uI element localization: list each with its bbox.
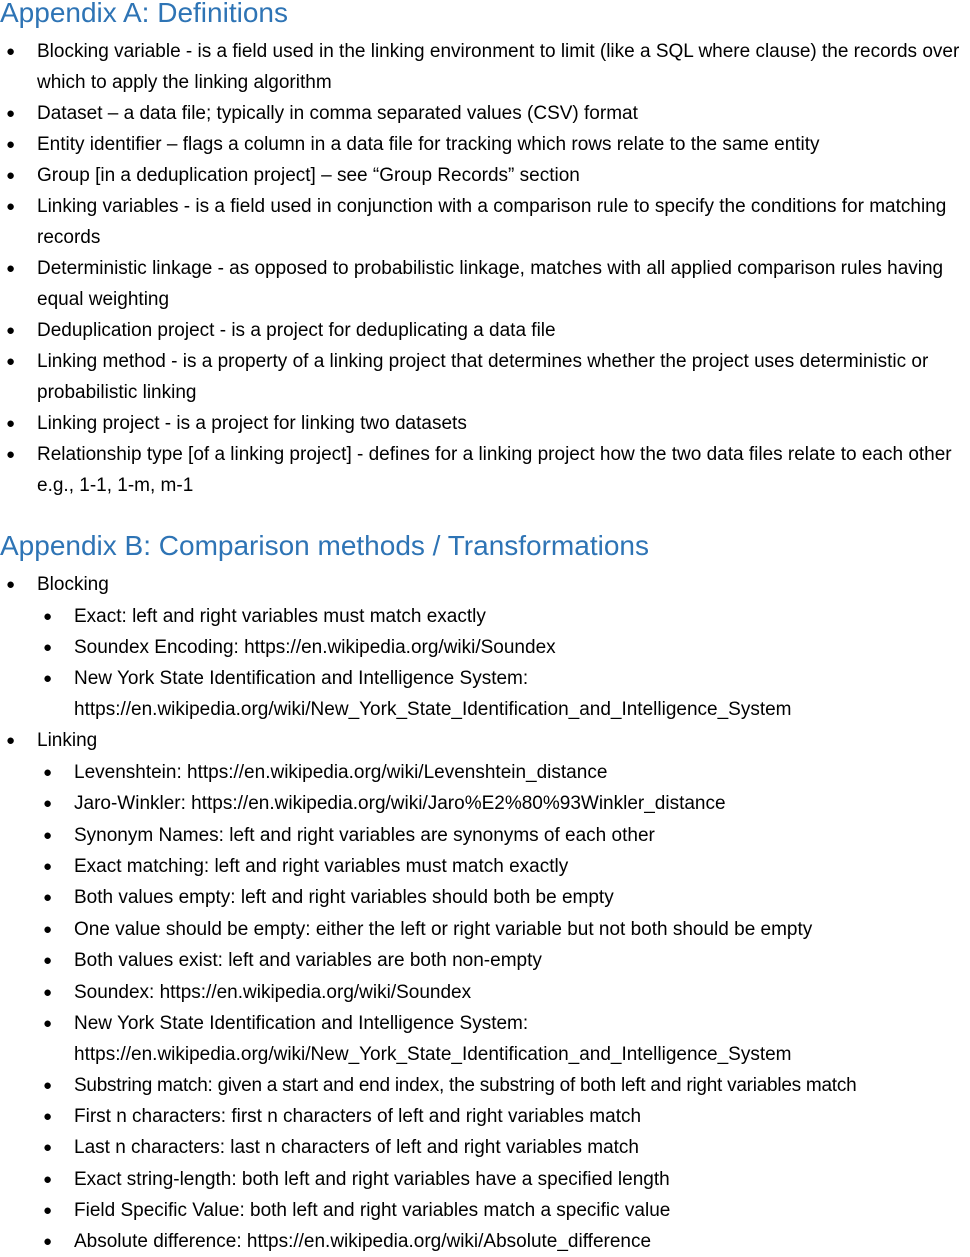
list-item-text: Soundex Encoding: https://en.wikipedia.org/wiki/Soundex: [74, 637, 556, 658]
list-item-text: Synonym Names: left and right variables are synonyms of each other: [74, 825, 655, 846]
bullet-icon: ●: [43, 889, 53, 906]
list-item-text: One value should be empty: either the left or right variable but not both should be empty: [74, 919, 813, 940]
bullet-icon: ●: [6, 167, 16, 184]
list-item: [43, 1008, 970, 1070]
bullet-icon: ●: [6, 732, 16, 749]
list-item-text: Field Specific Value: both left and right variables match a specific value: [74, 1200, 671, 1221]
list-item: [43, 914, 970, 945]
bullet-icon: ●: [43, 1077, 52, 1094]
bullet-icon: ●: [6, 576, 16, 593]
list-item-text: Linking method - is a property of a linking project that determines whether the project uses deterministic or probabilistic linking: [37, 351, 929, 403]
list-item: [43, 945, 970, 976]
bullet-icon: ●: [43, 827, 53, 844]
list-item-text: Jaro-Winkler: https://en.wikipedia.org/wiki/Jaro%E2%80%93Winkler_distance: [74, 793, 726, 814]
list-item-linking: [6, 725, 967, 756]
list-item-text: Deduplication project - is a project for deduplicating a data file: [37, 320, 556, 341]
list-item: [6, 439, 967, 501]
list-item: [6, 98, 967, 129]
list-item-text: Deterministic linkage - as opposed to probabilistic linkage, matches with all applied comparison rules having equal weighting: [37, 258, 944, 310]
bullet-icon: ●: [43, 639, 53, 656]
list-item-text: First n characters: first n characters of left and right variables match: [74, 1106, 642, 1127]
list-item: [6, 253, 967, 315]
list-item: [43, 1101, 970, 1132]
list-item-text: Absolute difference: https://en.wikipedia.org/wiki/Absolute_difference: [74, 1231, 652, 1252]
list-item: [43, 882, 970, 913]
list-item: [6, 160, 967, 191]
bullet-icon: ●: [43, 1233, 53, 1250]
list-item: [43, 788, 970, 819]
list-item-text: Dataset – a data file; typically in comma separated values (CSV) format: [37, 103, 638, 124]
bullet-icon: ●: [43, 921, 53, 938]
list-item-text: Group [in a deduplication project] – see “Group Records” section: [37, 165, 580, 186]
bullet-icon: ●: [43, 1015, 53, 1032]
list-item-text: Exact string-length: both left and right variables have a specified length: [74, 1169, 670, 1190]
list-item: [43, 1070, 970, 1101]
list-item: [6, 191, 967, 253]
bullet-icon: ●: [6, 260, 16, 277]
bullet-icon: ●: [43, 1202, 53, 1219]
list-item: [43, 757, 970, 788]
list-item: [43, 820, 970, 851]
bullet-icon: ●: [6, 136, 16, 153]
list-item-text: Relationship type [of a linking project] - defines for a linking project how the two data files relate to each other e.g., 1-1, 1-m, m-1: [37, 444, 952, 496]
bullet-icon: ●: [43, 764, 53, 781]
list-item: [6, 408, 967, 439]
list-item-text: Linking: [37, 730, 98, 751]
list-item-text: Entity identifier – flags a column in a data file for tracking which rows relate to the same entity: [37, 134, 820, 155]
bullet-icon: ●: [43, 984, 53, 1001]
list-item-text: Substring match: given a start and end index, the substring of both left and right variables match: [74, 1075, 857, 1096]
bullet-icon: ●: [6, 322, 16, 339]
bullet-icon: ●: [43, 608, 53, 625]
list-item-text: Soundex: https://en.wikipedia.org/wiki/Soundex: [74, 982, 472, 1003]
list-item: [6, 346, 967, 408]
appendix-b-title: Appendix B: Comparison methods / Transformations: [0, 530, 649, 561]
bullet-icon: ●: [6, 415, 16, 432]
list-item: [43, 851, 970, 882]
list-item: [43, 1195, 970, 1226]
bullet-icon: ●: [43, 1171, 53, 1188]
list-item-text: New York State Identification and Intelligence System: https://en.wikipedia.org/wiki/New_York_State_Identification_and_Intelligence_System: [74, 668, 792, 720]
list-item-text: Exact: left and right variables must match exactly: [74, 606, 486, 627]
list-item-text: Levenshtein: https://en.wikipedia.org/wiki/Levenshtein_distance: [74, 762, 608, 783]
list-item: [6, 315, 967, 346]
list-item: [6, 129, 967, 160]
bullet-icon: ●: [6, 446, 16, 463]
list-item-text: Both values exist: left and variables are both non-empty: [74, 950, 542, 971]
list-item: [43, 1164, 970, 1195]
list-item-text: Linking variables - is a field used in conjunction with a comparison rule to specify the conditions for matching records: [37, 196, 947, 248]
list-item: [6, 36, 967, 98]
bullet-icon: ●: [43, 670, 53, 687]
list-item: [43, 1132, 970, 1163]
list-item-text: New York State Identification and Intelligence System: https://en.wikipedia.org/wiki/New_York_State_Identification_and_Intelligence_System: [74, 1013, 792, 1065]
appendix-a-title: Appendix A: Definitions: [0, 0, 288, 28]
list-item: [43, 663, 970, 725]
list-item: [43, 601, 970, 632]
list-item-text: Exact matching: left and right variables must match exactly: [74, 856, 569, 877]
bullet-icon: ●: [6, 353, 16, 370]
list-item-text: Blocking: [37, 574, 109, 595]
list-item: [43, 977, 970, 1008]
bullet-icon: ●: [43, 858, 53, 875]
list-item-text: Both values empty: left and right variables should both be empty: [74, 887, 614, 908]
bullet-icon: ●: [43, 795, 53, 812]
bullet-icon: ●: [43, 1139, 53, 1156]
bullet-icon: ●: [43, 952, 53, 969]
bullet-icon: ●: [43, 1108, 53, 1125]
list-item: [43, 632, 970, 663]
list-item-blocking: [6, 569, 967, 600]
list-item-text: Linking project - is a project for linking two datasets: [37, 413, 467, 434]
list-item: [43, 1226, 970, 1257]
list-item-text: Blocking variable - is a field used in the linking environment to limit (like a SQL where clause) the records over which to apply the linking algorithm: [37, 41, 960, 93]
bullet-icon: ●: [6, 198, 16, 215]
bullet-icon: ●: [6, 43, 16, 60]
bullet-icon: ●: [6, 105, 16, 122]
list-item-text: Last n characters: last n characters of left and right variables match: [74, 1137, 639, 1158]
